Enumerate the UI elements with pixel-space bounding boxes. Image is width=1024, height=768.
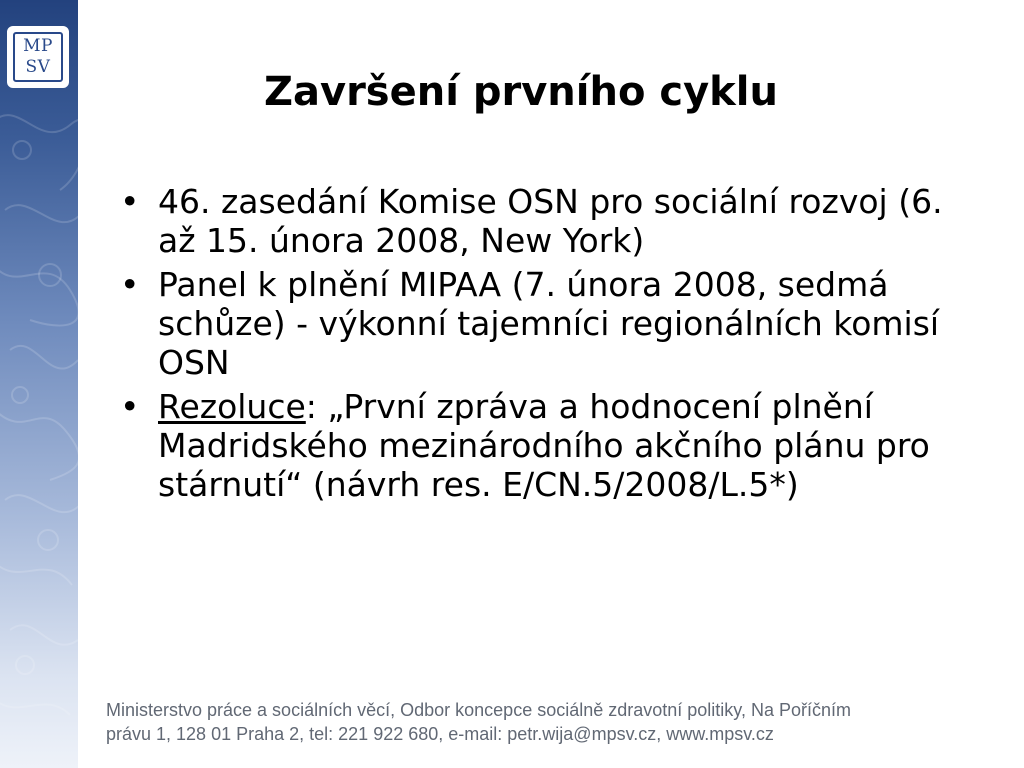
footer-contact bbox=[106, 698, 986, 746]
footer-line-2: právu 1, 128 01 Praha 2, tel: 221 922 680, e-mail: petr.wija@mpsv.cz, www.mpsv.cz bbox=[106, 724, 774, 744]
footer-line-1: Ministerstvo práce a sociálních věcí, Odbor koncepce sociálně zdravotní politiky, Na Poříčním bbox=[106, 700, 851, 720]
mpsv-logo-frame bbox=[13, 32, 63, 82]
bullet-item-3 bbox=[120, 387, 980, 504]
bullet-text-3: : „První zpráva a hodnocení plnění Madridského mezinárodního akčního plánu pro stárnutí“ (návrh res. E/CN.5/2008/L.5*) bbox=[158, 387, 930, 504]
slide-title: Završení prvního cyklu bbox=[264, 69, 778, 115]
mpsv-logo bbox=[7, 26, 69, 88]
bullet-text-1: 46. zasedání Komise OSN pro sociální rozvoj (6. až 15. února 2008, New York) bbox=[158, 182, 943, 260]
logo-text-top: MP bbox=[23, 36, 53, 56]
bullet-list bbox=[120, 182, 980, 509]
bullet-text-2: Panel k plnění MIPAA (7. února 2008, sedmá schůze) - výkonní tajemníci regionálních komisí OSN bbox=[158, 265, 940, 382]
swirl-pattern-decoration bbox=[0, 0, 78, 768]
rezoluce-link[interactable]: Rezoluce bbox=[158, 387, 306, 426]
bullet-dot: • bbox=[120, 182, 140, 221]
logo-text-bottom: SV bbox=[25, 57, 51, 77]
bullet-dot: • bbox=[120, 387, 140, 426]
side-decorative-band bbox=[0, 0, 78, 768]
bullet-item-1 bbox=[120, 182, 980, 260]
bullet-item-2 bbox=[120, 265, 980, 382]
bullet-dot: • bbox=[120, 265, 140, 304]
